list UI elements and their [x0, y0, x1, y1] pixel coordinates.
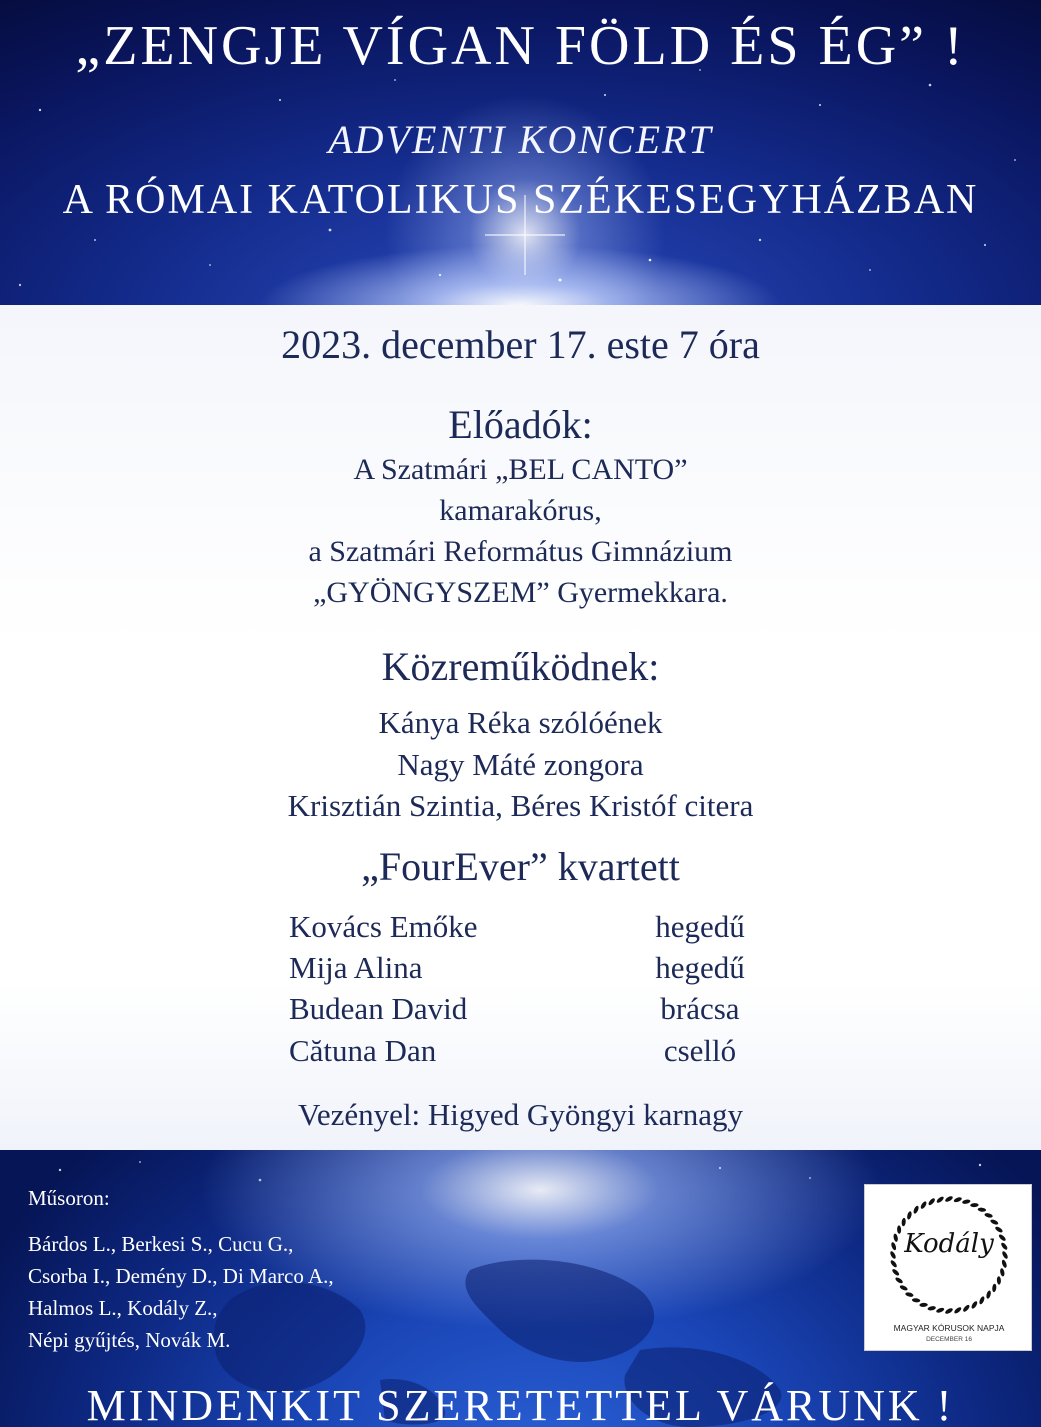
logo-subcaption: DECEMBER 16 [926, 1336, 972, 1343]
kodaly-logo [864, 1184, 1032, 1351]
contributors-heading: Közreműködnek: [381, 644, 660, 689]
performers-heading: Előadók: [448, 402, 593, 447]
program-line: Halmos L., Kodály Z., [28, 1296, 218, 1320]
main-content [0, 305, 1041, 1150]
program-line: Csorba I., Demény D., Di Marco A., [28, 1264, 334, 1288]
concert-title: „ZENGJE VÍGAN FÖLD ÉS ÉG” ! [75, 15, 966, 77]
welcome-footer: MINDENKIT SZERETETTEL VÁRUNK ! [86, 1381, 955, 1427]
member-instrument: brácsa [660, 991, 740, 1026]
program-line: Népi gyűjtés, Novák M. [28, 1328, 231, 1352]
performer-line: kamarakórus, [439, 494, 602, 527]
member-name: Kovács Emőke [289, 909, 478, 944]
conductor-line: Vezényel: Higyed Gyöngyi karnagy [297, 1097, 744, 1132]
concert-subtitle: ADVENTI KONCERT [328, 117, 713, 162]
concert-venue: A RÓMAI KATOLIKUS SZÉKESEGYHÁZBAN [62, 177, 979, 223]
performer-line: A Szatmári „BEL CANTO” [353, 453, 688, 486]
logo-signature: Kodály [904, 1229, 994, 1259]
contributor-line: Nagy Máté zongora [397, 747, 644, 782]
performer-line: a Szatmári Református Gimnázium [308, 535, 733, 568]
quartet-title: „FourEver” kvartett [361, 844, 680, 889]
member-instrument: hegedű [655, 950, 745, 985]
program-label: Műsoron: [28, 1186, 110, 1210]
performer-line: „GYÖNGYSZEM” Gyermekkara. [313, 576, 728, 609]
footer-band [0, 1150, 1041, 1427]
member-instrument: cselló [663, 1033, 737, 1068]
member-name: Budean David [289, 991, 468, 1026]
member-name: Cătuna Dan [289, 1033, 437, 1068]
member-instrument: hegedű [655, 909, 745, 944]
contributor-line: Kánya Réka szólóének [378, 705, 663, 740]
header-band [0, 0, 1041, 305]
event-date: 2023. december 17. este 7 óra [281, 322, 760, 367]
contributor-line: Krisztián Szintia, Béres Kristóf citera [287, 788, 754, 823]
member-name: Mija Alina [289, 950, 423, 985]
logo-caption: MAGYAR KÓRUSOK NAPJA [893, 1323, 1005, 1333]
program-line: Bárdos L., Berkesi S., Cucu G., [28, 1232, 294, 1256]
